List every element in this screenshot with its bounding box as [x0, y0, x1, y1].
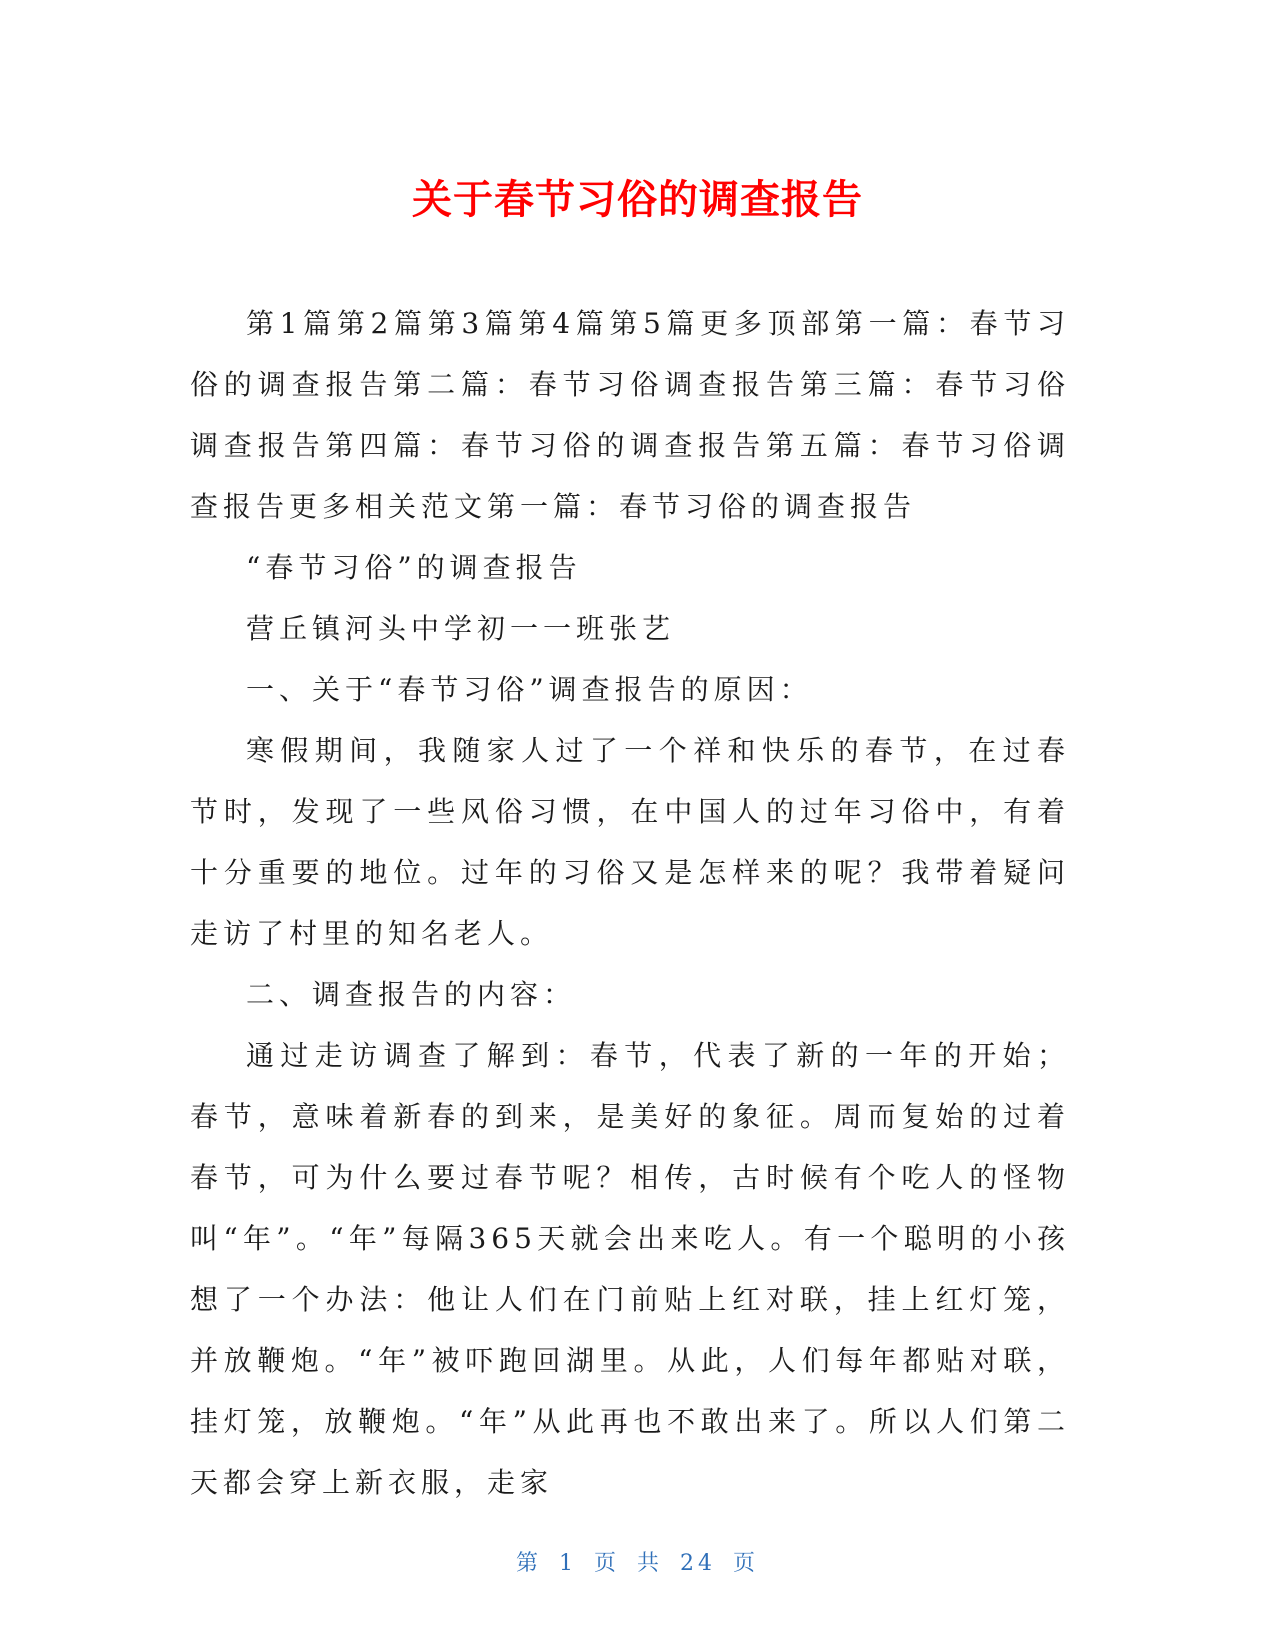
document-body — [190, 293, 1070, 1513]
paragraph-author: 营丘镇河头中学初一一班张艺 — [246, 612, 676, 645]
paragraph-section-2-heading: 二、调查报告的内容： — [246, 978, 577, 1011]
paragraph-section-2-body: 通过走访调查了解到：春节，代表了新的一年的开始；春节，意味着新春的到来，是美好的象征。周而复始的过着春节，可为什么要过春节呢？相传，古时候有个吃人的怪物叫“年”。“年”每隔365天就会出来吃人。有一个聪明的小孩想了一个办法：他让人们在门前贴上红对联，挂上红灯笼，并放鞭炮。“年”被吓跑回湖里。从此，人们每年都贴对联，挂灯笼，放鞭炮。“年”从此再也不敢出来了。所以人们第二天都会穿上新衣服，走家 — [190, 1039, 1070, 1499]
paragraph-section-1-body: 寒假期间，我随家人过了一个祥和快乐的春节，在过春节时，发现了一些风俗习惯，在中国人的过年习俗中，有着十分重要的地位。过年的习俗又是怎样来的呢？我带着疑问走访了村里的知名老人。 — [190, 734, 1070, 950]
paragraph-toc: 第1篇第2篇第3篇第4篇第5篇更多顶部第一篇：春节习俗的调查报告第二篇：春节习俗调查报告第三篇：春节习俗调查报告第四篇：春节习俗的调查报告第五篇：春节习俗调查报告更多相关范文第一篇：春节习俗的调查报告 — [190, 307, 1070, 523]
page-number-footer: 第 1 页 共 24 页 — [516, 1551, 759, 1576]
document-title: 关于春节习俗的调查报告 — [412, 177, 863, 223]
paragraph-section-1-heading: 一、关于“春节习俗”调查报告的原因： — [246, 673, 813, 706]
paragraph-subtitle: “春节习俗”的调查报告 — [246, 551, 582, 584]
